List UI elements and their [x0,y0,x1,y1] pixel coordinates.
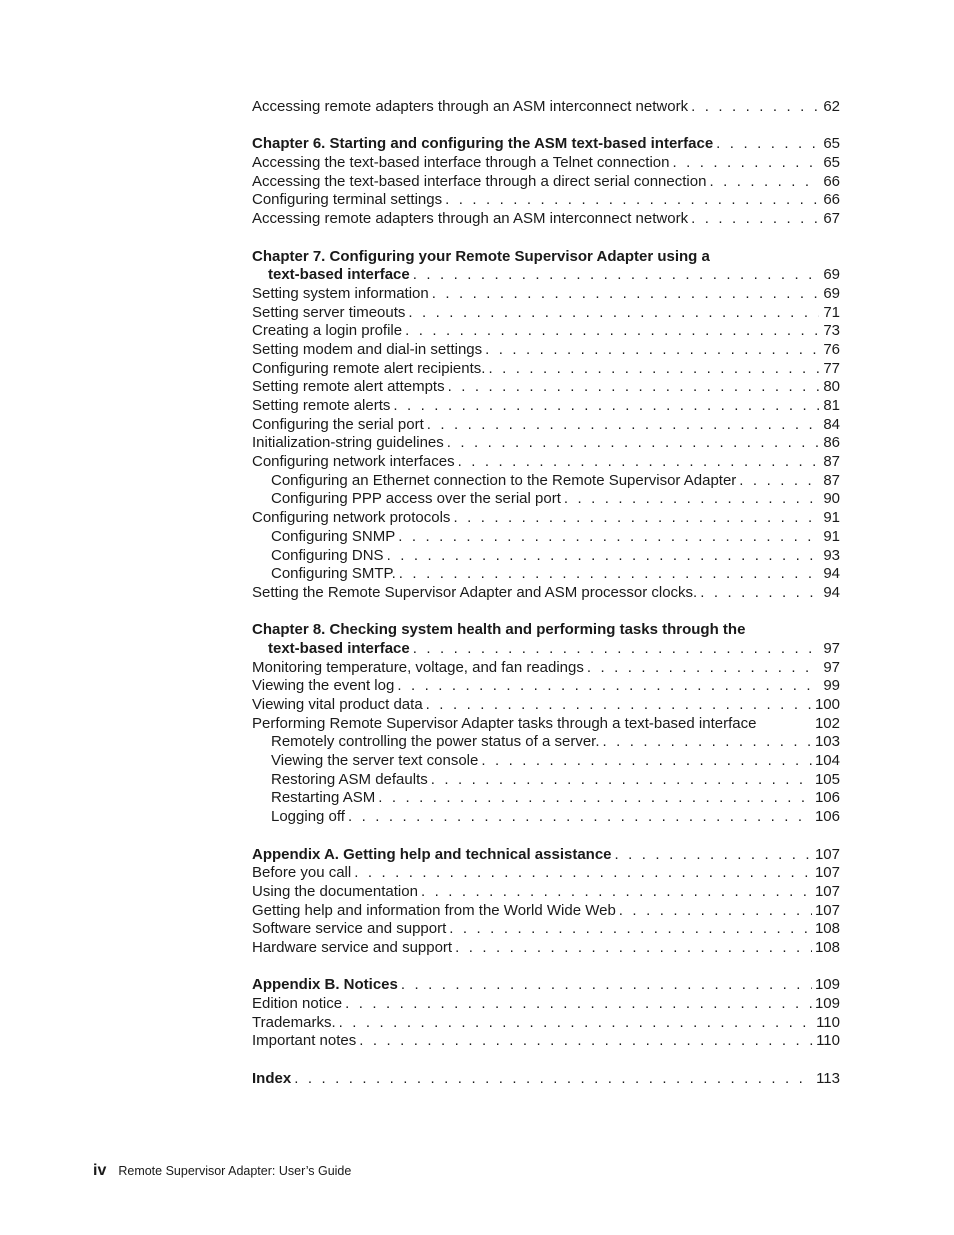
dot-leader [447,434,819,453]
dot-leader [399,565,819,584]
toc-entry-title: Accessing remote adapters through an ASM interconnect network [252,210,689,228]
dot-leader [603,733,812,752]
toc-entry[interactable] [252,98,840,117]
toc-entry[interactable] [252,640,840,659]
toc-entry-title: Performing Remote Supervisor Adapter tasks through a text-based interface [252,714,757,732]
toc-entry[interactable] [252,1014,840,1033]
toc-page-number: 65 [823,154,840,172]
toc-entry-title: Getting help and information from the World Wide Web [252,901,616,919]
table-of-contents [252,98,840,1088]
toc-entry[interactable] [252,266,840,285]
toc-page-number: 67 [823,210,840,228]
toc-page-number: 94 [823,565,840,583]
page-footer [93,1162,351,1180]
toc-entry[interactable] [252,584,840,603]
dot-leader [339,1014,813,1033]
toc-entry-title: Accessing the text-based interface through a direct serial connection [252,172,707,190]
toc-page-number: 104 [814,752,840,770]
toc-page-number: 94 [823,583,840,601]
dot-leader [393,397,819,416]
section-gap [252,1051,840,1070]
toc-entry[interactable] [252,771,840,790]
toc-page-number: 107 [814,864,840,882]
dot-leader [413,640,819,659]
dot-leader [378,789,812,808]
toc-entry[interactable] [252,1032,840,1051]
toc-page-number: 66 [823,172,840,190]
toc-entry[interactable] [252,715,840,734]
toc-page-number: 100 [814,696,840,713]
toc-entry[interactable] [252,733,840,752]
toc-entry[interactable] [252,453,840,472]
toc-entry[interactable] [252,902,840,921]
toc-entry[interactable] [252,210,840,229]
dot-leader [448,378,819,397]
toc-entry-title: Configuring network interfaces [252,453,455,471]
dot-leader [691,98,819,117]
toc-page-number: 69 [823,266,840,284]
toc-entry[interactable] [252,864,840,883]
toc-entry[interactable] [252,509,840,528]
toc-page-number: 102 [814,714,840,732]
toc-entry-title: Viewing the event log [252,677,395,695]
toc-page-number: 99 [823,677,840,695]
toc-entry[interactable] [252,341,840,360]
toc-entry-title: Initialization-string guidelines [252,434,444,452]
toc-page-number: 108 [814,938,840,956]
dot-leader [427,416,819,435]
toc-entry-title: Chapter 6. Starting and configuring the ASM text-based interface [252,135,714,153]
toc-page-number: 93 [823,546,840,564]
toc-page-number: 108 [814,920,840,938]
toc-entry[interactable] [252,173,840,192]
dot-leader [485,341,819,360]
section-gap [252,827,840,846]
toc-entry[interactable] [252,677,840,696]
toc-entry-title: Accessing remote adapters through an ASM interconnect network [252,98,689,115]
toc-entry[interactable] [252,752,840,771]
toc-entry-title: Setting remote alerts [252,397,391,414]
toc-entry-title: Hardware service and support [252,938,453,956]
toc-entry[interactable] [252,920,840,939]
toc-entry[interactable] [252,995,840,1014]
toc-page-number: 110 [816,1032,840,1050]
toc-entry[interactable] [252,434,840,453]
toc-page-number: 109 [814,995,840,1012]
toc-entry-title: Viewing vital product data [252,696,423,713]
footer-title: Remote Supervisor Adapter: User’s Guide [118,1164,352,1178]
toc-entry-title: Configuring SMTP. [271,565,396,583]
dot-leader [481,752,812,771]
toc-entry[interactable] [252,939,840,958]
toc-page-number: 81 [823,397,840,414]
toc-entry-title: Setting server timeouts [252,303,406,321]
toc-entry[interactable] [252,490,840,509]
toc-entry-title: Creating a login profile [252,322,403,340]
toc-entry-title: text-based interface [268,266,410,284]
toc-entry[interactable] [252,846,840,865]
toc-entry-title: Using the documentation [252,882,418,900]
dot-leader [716,135,819,154]
toc-page-number: 91 [823,509,840,527]
dot-leader [405,322,819,341]
toc-entry[interactable] [252,285,840,304]
toc-entry-title: Software service and support [252,920,447,938]
toc-entry-title: Logging off [271,808,345,826]
toc-page-number: 91 [823,527,840,545]
dot-leader [458,453,819,472]
toc-page-number: 105 [814,770,840,788]
toc-page-number: 65 [823,135,840,153]
dot-leader [739,472,819,491]
toc-entry-title: Viewing the server text console [271,752,479,770]
dot-leader [709,173,819,192]
toc-entry-title: Configuring DNS [271,546,384,564]
dot-leader [431,771,812,790]
dot-leader [691,210,819,229]
toc-entry[interactable] [252,1070,840,1089]
toc-page-number: 76 [823,340,840,358]
toc-entry[interactable] [252,659,840,678]
dot-leader [398,528,819,547]
toc-entry[interactable] [252,472,840,491]
toc-page-number: 84 [823,415,840,433]
toc-entry-title: text-based interface [268,639,410,657]
toc-page-number: 97 [823,658,840,676]
dot-leader [455,939,812,958]
toc-entry[interactable] [252,528,840,547]
chapter-heading-text: Chapter 8. Checking system health and performing tasks through the [252,621,746,639]
dot-leader [587,659,819,678]
toc-entry[interactable] [252,135,840,154]
dot-leader [294,1070,813,1089]
toc-page-number: 107 [814,845,840,863]
dot-leader [387,547,819,566]
toc-entry[interactable] [252,322,840,341]
toc-entry[interactable] [252,565,840,584]
section-gap [252,603,840,622]
toc-entry-title: Important notes [252,1032,357,1050]
toc-entry-title: Setting the Remote Supervisor Adapter and ASM processor clocks. [252,583,698,601]
toc-entry[interactable] [252,789,840,808]
toc-entry[interactable] [252,883,840,902]
dot-leader [426,696,812,715]
dot-leader [564,490,819,509]
dot-leader [413,266,819,285]
dot-leader [453,509,819,528]
section-gap [252,117,840,136]
chapter-heading[interactable] [252,248,840,267]
toc-entry-title: Edition notice [252,995,343,1012]
toc-entry-title: Appendix B. Notices [252,976,398,994]
toc-entry[interactable] [252,304,840,323]
dot-leader [359,1032,813,1051]
toc-page-number: 107 [814,901,840,919]
chapter-heading-text: Chapter 7. Configuring your Remote Supervisor Adapter using a [252,247,710,265]
toc-entry-title: Configuring PPP access over the serial port [271,490,561,508]
toc-entry-title: Configuring an Ethernet connection to the Remote Supervisor Adapter [271,471,737,489]
toc-entry-title: Index [252,1069,292,1087]
dot-leader [401,976,812,995]
toc-entry-title: Monitoring temperature, voltage, and fan readings [252,658,584,676]
toc-page-number: 110 [816,1013,840,1031]
toc-page-number: 73 [823,322,840,340]
toc-entry-title: Setting modem and dial-in settings [252,340,483,358]
toc-entry-title: Configuring the serial port [252,415,424,433]
toc-page-number: 62 [823,98,840,115]
toc-entry[interactable] [252,154,840,173]
footer-page-number: iv [93,1162,107,1179]
dot-leader [449,920,812,939]
dot-leader [700,584,819,603]
dot-leader [488,360,819,379]
toc-entry[interactable] [252,397,840,416]
toc-page-number: 113 [816,1069,840,1087]
toc-page-number: 109 [814,976,840,994]
toc-entry-title: Before you call [252,864,352,882]
toc-entry-title: Configuring network protocols [252,509,451,527]
dot-leader [445,191,819,210]
toc-entry[interactable] [252,191,840,210]
dot-leader [408,304,819,323]
toc-page-number: 80 [823,378,840,396]
toc-page-number: 106 [814,808,840,826]
toc-entry-title: Configuring remote alert recipients. [252,359,486,377]
toc-page-number: 87 [823,471,840,489]
toc-entry-title: Configuring SNMP [271,527,396,545]
toc-entry[interactable] [252,808,840,827]
toc-page-number: 66 [823,191,840,209]
toc-entry-title: Accessing the text-based interface through a Telnet connection [252,154,670,172]
dot-leader [619,902,812,921]
section-gap [252,958,840,977]
toc-entry-title: Setting remote alert attempts [252,378,445,396]
toc-entry-title: Configuring terminal settings [252,191,443,209]
toc-entry[interactable] [252,378,840,397]
dot-leader [432,285,819,304]
toc-entry[interactable] [252,416,840,435]
chapter-heading[interactable] [252,621,840,640]
dot-leader [354,864,812,883]
toc-page-number: 106 [814,789,840,807]
toc-page-number: 90 [823,490,840,508]
dot-leader [673,154,820,173]
toc-entry[interactable] [252,547,840,566]
toc-entry-title: Trademarks. [252,1013,336,1031]
dot-leader [397,677,819,696]
dot-leader [421,883,812,902]
toc-page-number: 103 [814,733,840,751]
toc-page-number: 69 [823,284,840,302]
toc-page-number: 107 [814,882,840,900]
toc-entry[interactable] [252,976,840,995]
dot-leader [345,995,812,1014]
dot-leader [615,846,812,865]
toc-entry[interactable] [252,360,840,379]
toc-entry[interactable] [252,696,840,715]
toc-entry-title: Remotely controlling the power status of a server. [271,733,600,751]
dot-leader [348,808,812,827]
toc-page-number: 77 [823,359,840,377]
toc-page-number: 86 [823,434,840,452]
toc-entry-title: Restarting ASM [271,789,376,807]
toc-entry-title: Setting system information [252,284,429,302]
toc-entry-title: Restoring ASM defaults [271,770,428,788]
toc-page-number: 87 [823,453,840,471]
toc-page-number: 71 [823,303,840,321]
toc-entry-title: Appendix A. Getting help and technical assistance [252,845,612,863]
section-gap [252,229,840,248]
toc-page-number: 97 [823,639,840,657]
